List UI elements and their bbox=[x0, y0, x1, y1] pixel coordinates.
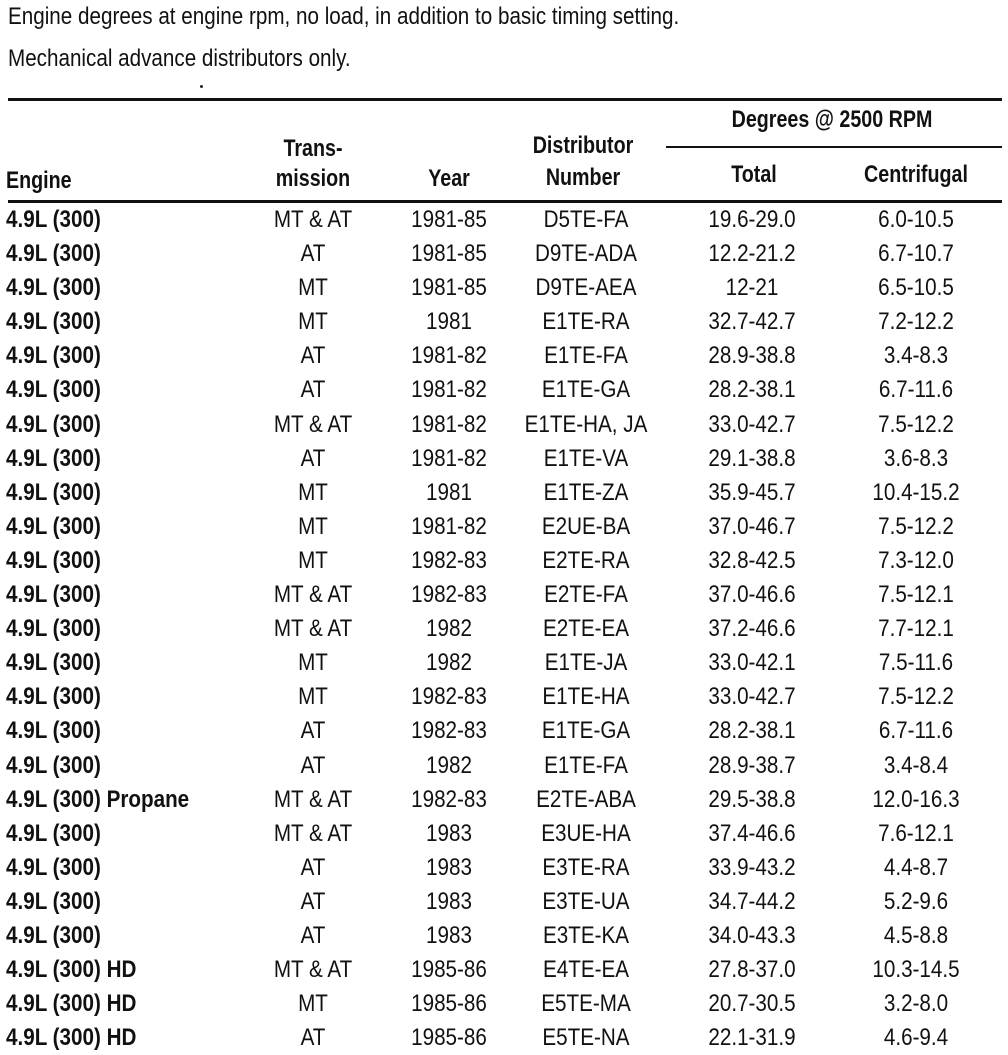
year-cell: 1981 bbox=[426, 478, 472, 506]
total-degrees-cell: 27.8-37.0 bbox=[708, 956, 796, 984]
centrifugal-degrees-cell: 7.5-12.2 bbox=[878, 683, 954, 711]
distributor-number-cell: E1TE-FA bbox=[544, 751, 628, 779]
centrifugal-degrees-cell: 3.4-8.4 bbox=[883, 751, 949, 779]
transmission-cell: AT bbox=[300, 751, 326, 779]
engine-cell: 4.9L (300) bbox=[6, 546, 101, 574]
total-degrees-cell: 28.9-38.7 bbox=[708, 751, 796, 779]
total-degrees-cell: 22.1-31.9 bbox=[708, 1024, 796, 1052]
transmission-cell: AT bbox=[300, 1024, 326, 1052]
total-degrees-cell: 29.1-38.8 bbox=[708, 444, 796, 472]
total-degrees-cell: 34.7-44.2 bbox=[708, 887, 796, 915]
table-row bbox=[0, 1021, 1008, 1055]
table-row bbox=[0, 680, 1008, 714]
total-degrees-cell: 37.0-46.7 bbox=[708, 512, 796, 540]
distributor-number-cell: E3TE-UA bbox=[542, 887, 630, 915]
engine-cell: 4.9L (300) bbox=[6, 478, 101, 506]
total-degrees-cell: 29.5-38.8 bbox=[708, 785, 796, 813]
intro-line-2: Mechanical advance distributors only. bbox=[8, 45, 351, 72]
table-row bbox=[0, 408, 1008, 442]
centrifugal-degrees-cell: 7.6-12.1 bbox=[878, 819, 954, 847]
total-degrees-cell: 32.7-42.7 bbox=[708, 308, 796, 336]
engine-cell: 4.9L (300) HD bbox=[6, 990, 137, 1018]
table-row bbox=[0, 578, 1008, 612]
transmission-cell: MT bbox=[298, 546, 328, 574]
total-degrees-cell: 37.2-46.6 bbox=[708, 615, 796, 643]
total-degrees-cell: 28.2-38.1 bbox=[708, 376, 796, 404]
transmission-cell: AT bbox=[300, 887, 326, 915]
year-cell: 1981-85 bbox=[411, 206, 487, 233]
distributor-number-cell: E2TE-RA bbox=[542, 546, 630, 574]
transmission-cell: MT & AT bbox=[273, 581, 353, 609]
header-year: Year bbox=[428, 165, 470, 192]
total-degrees-cell: 37.0-46.6 bbox=[708, 581, 796, 609]
header-transmission-line1: Trans- bbox=[283, 135, 343, 162]
engine-cell: 4.9L (300) bbox=[6, 683, 101, 711]
distributor-number-cell: E1TE-HA bbox=[542, 683, 630, 711]
transmission-cell: MT & AT bbox=[273, 615, 353, 643]
year-cell: 1982-83 bbox=[411, 683, 487, 711]
centrifugal-degrees-cell: 10.4-15.2 bbox=[872, 478, 960, 506]
table-row bbox=[0, 271, 1008, 305]
engine-cell: 4.9L (300) bbox=[6, 342, 101, 370]
transmission-cell: AT bbox=[300, 853, 326, 881]
intro-line-1: Engine degrees at engine rpm, no load, in addition to basic timing setting. bbox=[8, 3, 680, 30]
distributor-number-cell: E1TE-JA bbox=[544, 649, 628, 677]
transmission-cell: MT bbox=[298, 308, 328, 336]
centrifugal-degrees-cell: 5.2-9.6 bbox=[883, 887, 949, 915]
total-degrees-cell: 19.6-29.0 bbox=[708, 206, 796, 233]
distributor-number-cell: E1TE-ZA bbox=[543, 478, 629, 506]
table-row bbox=[0, 817, 1008, 851]
distributor-number-cell: E2TE-FA bbox=[544, 581, 628, 609]
transmission-cell: MT bbox=[298, 649, 328, 677]
year-cell: 1981-82 bbox=[411, 376, 487, 404]
year-cell: 1983 bbox=[426, 921, 472, 949]
transmission-cell: AT bbox=[300, 342, 326, 370]
total-degrees-cell: 34.0-43.3 bbox=[708, 921, 796, 949]
centrifugal-degrees-cell: 12.0-16.3 bbox=[872, 785, 960, 813]
distributor-number-cell: E2TE-ABA bbox=[536, 785, 636, 813]
distributor-number-cell: E5TE-NA bbox=[542, 1024, 630, 1052]
header-group-rule bbox=[666, 146, 1002, 148]
table-row bbox=[0, 373, 1008, 407]
table-row bbox=[0, 476, 1008, 510]
year-cell: 1982-83 bbox=[411, 717, 487, 745]
engine-cell: 4.9L (300) bbox=[6, 308, 101, 336]
table-row bbox=[0, 714, 1008, 748]
transmission-cell: MT & AT bbox=[273, 785, 353, 813]
table-row bbox=[0, 203, 1008, 237]
centrifugal-degrees-cell: 4.5-8.8 bbox=[883, 921, 949, 949]
distributor-number-cell: E1TE-GA bbox=[541, 376, 631, 404]
centrifugal-degrees-cell: 3.2-8.0 bbox=[883, 990, 949, 1018]
engine-cell: 4.9L (300) bbox=[6, 649, 101, 677]
centrifugal-degrees-cell: 7.5-12.1 bbox=[878, 581, 954, 609]
distributor-number-cell: E3TE-RA bbox=[542, 853, 630, 881]
centrifugal-degrees-cell: 7.5-11.6 bbox=[878, 649, 954, 677]
header-total: Total bbox=[731, 161, 777, 188]
table-row bbox=[0, 612, 1008, 646]
engine-cell: 4.9L (300) Propane bbox=[6, 785, 190, 813]
transmission-cell: MT bbox=[298, 274, 328, 302]
transmission-cell: AT bbox=[300, 921, 326, 949]
distributor-number-cell: D9TE-AEA bbox=[535, 274, 637, 302]
header-degrees-group: Degrees @ 2500 RPM bbox=[731, 106, 933, 133]
transmission-cell: MT bbox=[298, 990, 328, 1018]
transmission-cell: MT & AT bbox=[273, 956, 353, 984]
year-cell: 1981-85 bbox=[411, 274, 487, 302]
engine-cell: 4.9L (300) bbox=[6, 615, 101, 643]
distributor-number-cell: E2TE-EA bbox=[542, 615, 630, 643]
table-row bbox=[0, 442, 1008, 476]
centrifugal-degrees-cell: 4.6-9.4 bbox=[883, 1024, 949, 1052]
transmission-cell: AT bbox=[300, 717, 326, 745]
distributor-number-cell: E1TE-HA, JA bbox=[524, 410, 648, 438]
year-cell: 1981-85 bbox=[411, 240, 487, 268]
total-degrees-cell: 20.7-30.5 bbox=[708, 990, 796, 1018]
engine-cell: 4.9L (300) HD bbox=[6, 1024, 137, 1052]
year-cell: 1985-86 bbox=[411, 1024, 487, 1052]
centrifugal-degrees-cell: 10.3-14.5 bbox=[872, 956, 960, 984]
engine-cell: 4.9L (300) bbox=[6, 887, 101, 915]
table-row bbox=[0, 783, 1008, 817]
year-cell: 1985-86 bbox=[411, 956, 487, 984]
distributor-number-cell: E4TE-EA bbox=[542, 956, 630, 984]
distributor-number-cell: D9TE-ADA bbox=[534, 240, 638, 268]
transmission-cell: AT bbox=[300, 376, 326, 404]
year-cell: 1982-83 bbox=[411, 581, 487, 609]
total-degrees-cell: 35.9-45.7 bbox=[708, 478, 796, 506]
header-distributor-line1: Distributor bbox=[532, 132, 634, 159]
transmission-cell: AT bbox=[300, 240, 326, 268]
total-degrees-cell: 28.9-38.8 bbox=[708, 342, 796, 370]
transmission-cell: MT & AT bbox=[273, 819, 353, 847]
engine-cell: 4.9L (300) bbox=[6, 581, 101, 609]
transmission-cell: MT & AT bbox=[273, 206, 353, 233]
table-row bbox=[0, 237, 1008, 271]
centrifugal-degrees-cell: 7.5-12.2 bbox=[878, 512, 954, 540]
year-cell: 1983 bbox=[426, 819, 472, 847]
total-degrees-cell: 12.2-21.2 bbox=[708, 240, 796, 268]
year-cell: 1982 bbox=[426, 751, 472, 779]
distributor-number-cell: E1TE-RA bbox=[542, 308, 630, 336]
total-degrees-cell: 28.2-38.1 bbox=[708, 717, 796, 745]
distributor-number-cell: E1TE-VA bbox=[543, 444, 629, 472]
centrifugal-degrees-cell: 7.7-12.1 bbox=[878, 615, 954, 643]
engine-cell: 4.9L (300) bbox=[6, 819, 101, 847]
total-degrees-cell: 33.0-42.1 bbox=[708, 649, 796, 677]
table-body bbox=[0, 203, 1008, 1055]
table-row bbox=[0, 646, 1008, 680]
table-row bbox=[0, 919, 1008, 953]
table-row bbox=[0, 851, 1008, 885]
centrifugal-degrees-cell: 6.5-10.5 bbox=[878, 274, 954, 302]
total-degrees-cell: 37.4-46.6 bbox=[708, 819, 796, 847]
table-row bbox=[0, 749, 1008, 783]
engine-cell: 4.9L (300) bbox=[6, 206, 101, 233]
year-cell: 1982-83 bbox=[411, 546, 487, 574]
centrifugal-degrees-cell: 3.4-8.3 bbox=[883, 342, 949, 370]
year-cell: 1981-82 bbox=[411, 342, 487, 370]
header-centrifugal: Centrifugal bbox=[864, 161, 968, 188]
header-engine: Engine bbox=[6, 167, 72, 194]
centrifugal-degrees-cell: 6.7-11.6 bbox=[878, 376, 954, 404]
table-row bbox=[0, 885, 1008, 919]
engine-cell: 4.9L (300) bbox=[6, 410, 101, 438]
centrifugal-degrees-cell: 6.7-11.6 bbox=[878, 717, 954, 745]
year-cell: 1982 bbox=[426, 615, 472, 643]
engine-cell: 4.9L (300) bbox=[6, 717, 101, 745]
header-transmission-line2: mission bbox=[275, 165, 351, 192]
distributor-number-cell: E2UE-BA bbox=[541, 512, 631, 540]
table-row bbox=[0, 305, 1008, 339]
distributor-number-cell: E3UE-HA bbox=[541, 819, 631, 847]
year-cell: 1981 bbox=[426, 308, 472, 336]
engine-cell: 4.9L (300) bbox=[6, 240, 101, 268]
year-cell: 1985-86 bbox=[411, 990, 487, 1018]
table-row bbox=[0, 953, 1008, 987]
year-cell: 1983 bbox=[426, 853, 472, 881]
total-degrees-cell: 32.8-42.5 bbox=[708, 546, 796, 574]
transmission-cell: MT bbox=[298, 512, 328, 540]
total-degrees-cell: 33.9-43.2 bbox=[708, 853, 796, 881]
engine-cell: 4.9L (300) bbox=[6, 921, 101, 949]
distributor-number-cell: D5TE-FA bbox=[543, 206, 629, 233]
engine-cell: 4.9L (300) bbox=[6, 274, 101, 302]
year-cell: 1982 bbox=[426, 649, 472, 677]
year-cell: 1981-82 bbox=[411, 512, 487, 540]
table-top-rule bbox=[8, 98, 1002, 101]
transmission-cell: MT bbox=[298, 478, 328, 506]
table-row bbox=[0, 339, 1008, 373]
year-cell: 1982-83 bbox=[411, 785, 487, 813]
table-row bbox=[0, 510, 1008, 544]
distributor-number-cell: E3TE-KA bbox=[542, 921, 630, 949]
total-degrees-cell: 33.0-42.7 bbox=[708, 410, 796, 438]
centrifugal-degrees-cell: 4.4-8.7 bbox=[883, 853, 949, 881]
distributor-number-cell: E5TE-MA bbox=[541, 990, 631, 1018]
year-cell: 1983 bbox=[426, 887, 472, 915]
distributor-number-cell: E1TE-GA bbox=[541, 717, 631, 745]
transmission-cell: MT & AT bbox=[273, 410, 353, 438]
engine-cell: 4.9L (300) bbox=[6, 751, 101, 779]
year-cell: 1981-82 bbox=[411, 444, 487, 472]
total-degrees-cell: 12-21 bbox=[725, 274, 779, 302]
centrifugal-degrees-cell: 3.6-8.3 bbox=[883, 444, 949, 472]
header-distributor-line2: Number bbox=[545, 164, 621, 191]
table-row bbox=[0, 544, 1008, 578]
centrifugal-degrees-cell: 7.5-12.2 bbox=[878, 410, 954, 438]
engine-cell: 4.9L (300) bbox=[6, 853, 101, 881]
engine-cell: 4.9L (300) bbox=[6, 444, 101, 472]
table-row bbox=[0, 987, 1008, 1021]
centrifugal-degrees-cell: 6.7-10.7 bbox=[878, 240, 954, 268]
centrifugal-degrees-cell: 7.2-12.2 bbox=[878, 308, 954, 336]
distributor-number-cell: E1TE-FA bbox=[544, 342, 628, 370]
year-cell: 1981-82 bbox=[411, 410, 487, 438]
engine-cell: 4.9L (300) bbox=[6, 376, 101, 404]
transmission-cell: MT bbox=[298, 683, 328, 711]
transmission-cell: AT bbox=[300, 444, 326, 472]
centrifugal-degrees-cell: 6.0-10.5 bbox=[878, 206, 954, 233]
centrifugal-degrees-cell: 7.3-12.0 bbox=[878, 546, 954, 574]
total-degrees-cell: 33.0-42.7 bbox=[708, 683, 796, 711]
print-speck bbox=[200, 85, 203, 88]
engine-cell: 4.9L (300) bbox=[6, 512, 101, 540]
engine-cell: 4.9L (300) HD bbox=[6, 956, 137, 984]
